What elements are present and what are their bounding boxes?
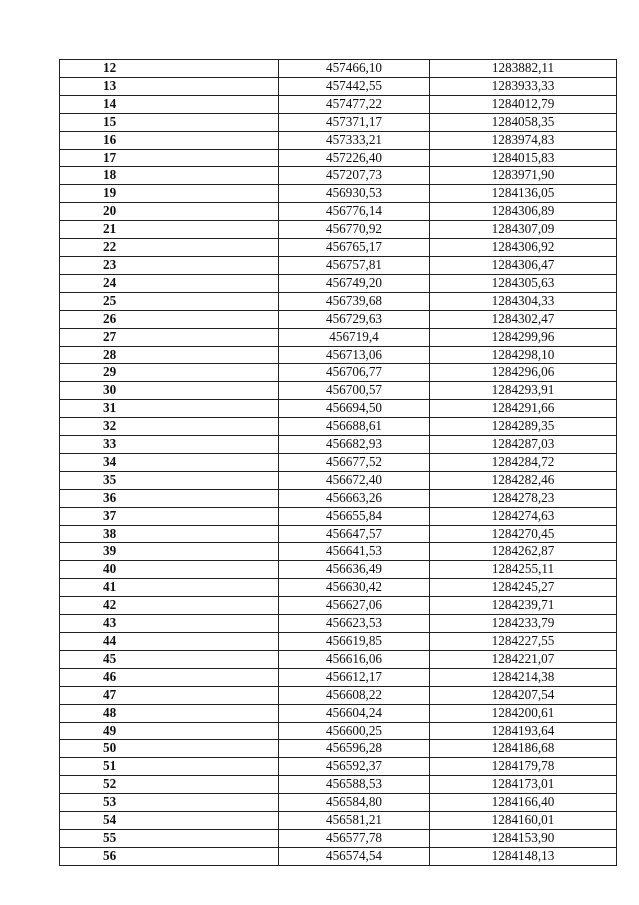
x-coordinate-cell: 456655,84 xyxy=(279,507,430,525)
y-coordinate-cell: 1284012,79 xyxy=(430,95,617,113)
table-row xyxy=(60,471,617,489)
x-coordinate-cell: 457466,10 xyxy=(279,60,430,78)
table-row xyxy=(60,60,617,78)
point-number-cell: 16 xyxy=(60,131,279,149)
y-coordinate-cell: 1284262,87 xyxy=(430,543,617,561)
y-coordinate-cell: 1283933,33 xyxy=(430,77,617,95)
x-coordinate-cell: 456581,21 xyxy=(279,812,430,830)
coordinates-table xyxy=(59,59,617,866)
x-coordinate-cell: 456672,40 xyxy=(279,471,430,489)
x-coordinate-cell: 456577,78 xyxy=(279,829,430,847)
point-number-cell: 45 xyxy=(60,650,279,668)
point-number-cell: 50 xyxy=(60,740,279,758)
y-coordinate-cell: 1284302,47 xyxy=(430,310,617,328)
point-number-cell: 52 xyxy=(60,776,279,794)
point-number-cell: 39 xyxy=(60,543,279,561)
point-number-cell: 21 xyxy=(60,221,279,239)
y-coordinate-cell: 1284173,01 xyxy=(430,776,617,794)
y-coordinate-cell: 1284296,06 xyxy=(430,364,617,382)
point-number-cell: 25 xyxy=(60,292,279,310)
y-coordinate-cell: 1284278,23 xyxy=(430,489,617,507)
point-number-cell: 44 xyxy=(60,633,279,651)
x-coordinate-cell: 456765,17 xyxy=(279,239,430,257)
coordinates-table-body xyxy=(60,60,617,866)
y-coordinate-cell: 1284306,89 xyxy=(430,203,617,221)
point-number-cell: 40 xyxy=(60,561,279,579)
table-row xyxy=(60,847,617,865)
table-row xyxy=(60,561,617,579)
table-row xyxy=(60,239,617,257)
y-coordinate-cell: 1283882,11 xyxy=(430,60,617,78)
table-row xyxy=(60,776,617,794)
y-coordinate-cell: 1284304,33 xyxy=(430,292,617,310)
x-coordinate-cell: 456641,53 xyxy=(279,543,430,561)
y-coordinate-cell: 1284307,09 xyxy=(430,221,617,239)
point-number-cell: 30 xyxy=(60,382,279,400)
y-coordinate-cell: 1284166,40 xyxy=(430,794,617,812)
y-coordinate-cell: 1284306,92 xyxy=(430,239,617,257)
y-coordinate-cell: 1284179,78 xyxy=(430,758,617,776)
x-coordinate-cell: 456757,81 xyxy=(279,256,430,274)
point-number-cell: 20 xyxy=(60,203,279,221)
point-number-cell: 29 xyxy=(60,364,279,382)
table-row xyxy=(60,579,617,597)
y-coordinate-cell: 1284284,72 xyxy=(430,453,617,471)
table-row xyxy=(60,274,617,292)
point-number-cell: 48 xyxy=(60,704,279,722)
point-number-cell: 14 xyxy=(60,95,279,113)
x-coordinate-cell: 457442,55 xyxy=(279,77,430,95)
x-coordinate-cell: 456647,57 xyxy=(279,525,430,543)
x-coordinate-cell: 457371,17 xyxy=(279,113,430,131)
point-number-cell: 13 xyxy=(60,77,279,95)
table-row xyxy=(60,167,617,185)
point-number-cell: 26 xyxy=(60,310,279,328)
table-row xyxy=(60,328,617,346)
x-coordinate-cell: 456623,53 xyxy=(279,615,430,633)
table-row xyxy=(60,615,617,633)
y-coordinate-cell: 1284148,13 xyxy=(430,847,617,865)
point-number-cell: 38 xyxy=(60,525,279,543)
y-coordinate-cell: 1284214,38 xyxy=(430,668,617,686)
table-row xyxy=(60,597,617,615)
point-number-cell: 24 xyxy=(60,274,279,292)
y-coordinate-cell: 1284289,35 xyxy=(430,418,617,436)
x-coordinate-cell: 456619,85 xyxy=(279,633,430,651)
table-row xyxy=(60,221,617,239)
x-coordinate-cell: 456688,61 xyxy=(279,418,430,436)
y-coordinate-cell: 1284233,79 xyxy=(430,615,617,633)
x-coordinate-cell: 456627,06 xyxy=(279,597,430,615)
point-number-cell: 31 xyxy=(60,400,279,418)
x-coordinate-cell: 456700,57 xyxy=(279,382,430,400)
y-coordinate-cell: 1284305,63 xyxy=(430,274,617,292)
table-row xyxy=(60,507,617,525)
x-coordinate-cell: 456677,52 xyxy=(279,453,430,471)
table-row xyxy=(60,489,617,507)
y-coordinate-cell: 1284227,55 xyxy=(430,633,617,651)
x-coordinate-cell: 456604,24 xyxy=(279,704,430,722)
x-coordinate-cell: 456739,68 xyxy=(279,292,430,310)
point-number-cell: 56 xyxy=(60,847,279,865)
x-coordinate-cell: 457333,21 xyxy=(279,131,430,149)
table-row xyxy=(60,292,617,310)
table-row xyxy=(60,185,617,203)
point-number-cell: 51 xyxy=(60,758,279,776)
y-coordinate-cell: 1284160,01 xyxy=(430,812,617,830)
point-number-cell: 42 xyxy=(60,597,279,615)
x-coordinate-cell: 456588,53 xyxy=(279,776,430,794)
table-row xyxy=(60,758,617,776)
y-coordinate-cell: 1284186,68 xyxy=(430,740,617,758)
point-number-cell: 41 xyxy=(60,579,279,597)
point-number-cell: 19 xyxy=(60,185,279,203)
x-coordinate-cell: 456630,42 xyxy=(279,579,430,597)
y-coordinate-cell: 1284245,27 xyxy=(430,579,617,597)
point-number-cell: 15 xyxy=(60,113,279,131)
y-coordinate-cell: 1284299,96 xyxy=(430,328,617,346)
table-row xyxy=(60,794,617,812)
point-number-cell: 54 xyxy=(60,812,279,830)
x-coordinate-cell: 456770,92 xyxy=(279,221,430,239)
point-number-cell: 53 xyxy=(60,794,279,812)
y-coordinate-cell: 1284291,66 xyxy=(430,400,617,418)
point-number-cell: 46 xyxy=(60,668,279,686)
table-row xyxy=(60,543,617,561)
point-number-cell: 43 xyxy=(60,615,279,633)
point-number-cell: 28 xyxy=(60,346,279,364)
x-coordinate-cell: 456719,4 xyxy=(279,328,430,346)
y-coordinate-cell: 1283974,83 xyxy=(430,131,617,149)
point-number-cell: 32 xyxy=(60,418,279,436)
point-number-cell: 33 xyxy=(60,436,279,454)
x-coordinate-cell: 456729,63 xyxy=(279,310,430,328)
point-number-cell: 17 xyxy=(60,149,279,167)
table-row xyxy=(60,740,617,758)
x-coordinate-cell: 456608,22 xyxy=(279,686,430,704)
point-number-cell: 37 xyxy=(60,507,279,525)
y-coordinate-cell: 1284298,10 xyxy=(430,346,617,364)
y-coordinate-cell: 1284193,64 xyxy=(430,722,617,740)
table-row xyxy=(60,633,617,651)
table-row xyxy=(60,418,617,436)
table-row xyxy=(60,829,617,847)
y-coordinate-cell: 1284136,05 xyxy=(430,185,617,203)
point-number-cell: 27 xyxy=(60,328,279,346)
x-coordinate-cell: 456749,20 xyxy=(279,274,430,292)
y-coordinate-cell: 1284015,83 xyxy=(430,149,617,167)
table-row xyxy=(60,812,617,830)
table-row xyxy=(60,686,617,704)
table-row xyxy=(60,668,617,686)
y-coordinate-cell: 1284306,47 xyxy=(430,256,617,274)
x-coordinate-cell: 456592,37 xyxy=(279,758,430,776)
x-coordinate-cell: 456636,49 xyxy=(279,561,430,579)
x-coordinate-cell: 457477,22 xyxy=(279,95,430,113)
x-coordinate-cell: 456776,14 xyxy=(279,203,430,221)
point-number-cell: 22 xyxy=(60,239,279,257)
x-coordinate-cell: 456596,28 xyxy=(279,740,430,758)
point-number-cell: 18 xyxy=(60,167,279,185)
point-number-cell: 49 xyxy=(60,722,279,740)
point-number-cell: 35 xyxy=(60,471,279,489)
point-number-cell: 23 xyxy=(60,256,279,274)
point-number-cell: 36 xyxy=(60,489,279,507)
y-coordinate-cell: 1284221,07 xyxy=(430,650,617,668)
y-coordinate-cell: 1284153,90 xyxy=(430,829,617,847)
y-coordinate-cell: 1284255,11 xyxy=(430,561,617,579)
table-row xyxy=(60,525,617,543)
point-number-cell: 55 xyxy=(60,829,279,847)
table-row xyxy=(60,650,617,668)
x-coordinate-cell: 456584,80 xyxy=(279,794,430,812)
x-coordinate-cell: 456694,50 xyxy=(279,400,430,418)
table-row xyxy=(60,453,617,471)
table-row xyxy=(60,131,617,149)
y-coordinate-cell: 1284207,54 xyxy=(430,686,617,704)
table-row xyxy=(60,149,617,167)
table-row xyxy=(60,382,617,400)
table-row xyxy=(60,704,617,722)
x-coordinate-cell: 456663,26 xyxy=(279,489,430,507)
y-coordinate-cell: 1284058,35 xyxy=(430,113,617,131)
x-coordinate-cell: 456574,54 xyxy=(279,847,430,865)
y-coordinate-cell: 1284293,91 xyxy=(430,382,617,400)
table-row xyxy=(60,77,617,95)
table-row xyxy=(60,113,617,131)
x-coordinate-cell: 457207,73 xyxy=(279,167,430,185)
table-row xyxy=(60,95,617,113)
y-coordinate-cell: 1284200,61 xyxy=(430,704,617,722)
y-coordinate-cell: 1284239,71 xyxy=(430,597,617,615)
table-row xyxy=(60,722,617,740)
table-row xyxy=(60,256,617,274)
table-row xyxy=(60,203,617,221)
y-coordinate-cell: 1284282,46 xyxy=(430,471,617,489)
point-number-cell: 47 xyxy=(60,686,279,704)
x-coordinate-cell: 456713,06 xyxy=(279,346,430,364)
x-coordinate-cell: 456600,25 xyxy=(279,722,430,740)
x-coordinate-cell: 456706,77 xyxy=(279,364,430,382)
x-coordinate-cell: 456930,53 xyxy=(279,185,430,203)
y-coordinate-cell: 1284270,45 xyxy=(430,525,617,543)
y-coordinate-cell: 1284274,63 xyxy=(430,507,617,525)
table-row xyxy=(60,400,617,418)
table-row xyxy=(60,436,617,454)
table-row xyxy=(60,364,617,382)
y-coordinate-cell: 1283971,90 xyxy=(430,167,617,185)
point-number-cell: 12 xyxy=(60,60,279,78)
x-coordinate-cell: 456612,17 xyxy=(279,668,430,686)
table-row xyxy=(60,310,617,328)
point-number-cell: 34 xyxy=(60,453,279,471)
x-coordinate-cell: 456616,06 xyxy=(279,650,430,668)
x-coordinate-cell: 457226,40 xyxy=(279,149,430,167)
y-coordinate-cell: 1284287,03 xyxy=(430,436,617,454)
table-row xyxy=(60,346,617,364)
x-coordinate-cell: 456682,93 xyxy=(279,436,430,454)
